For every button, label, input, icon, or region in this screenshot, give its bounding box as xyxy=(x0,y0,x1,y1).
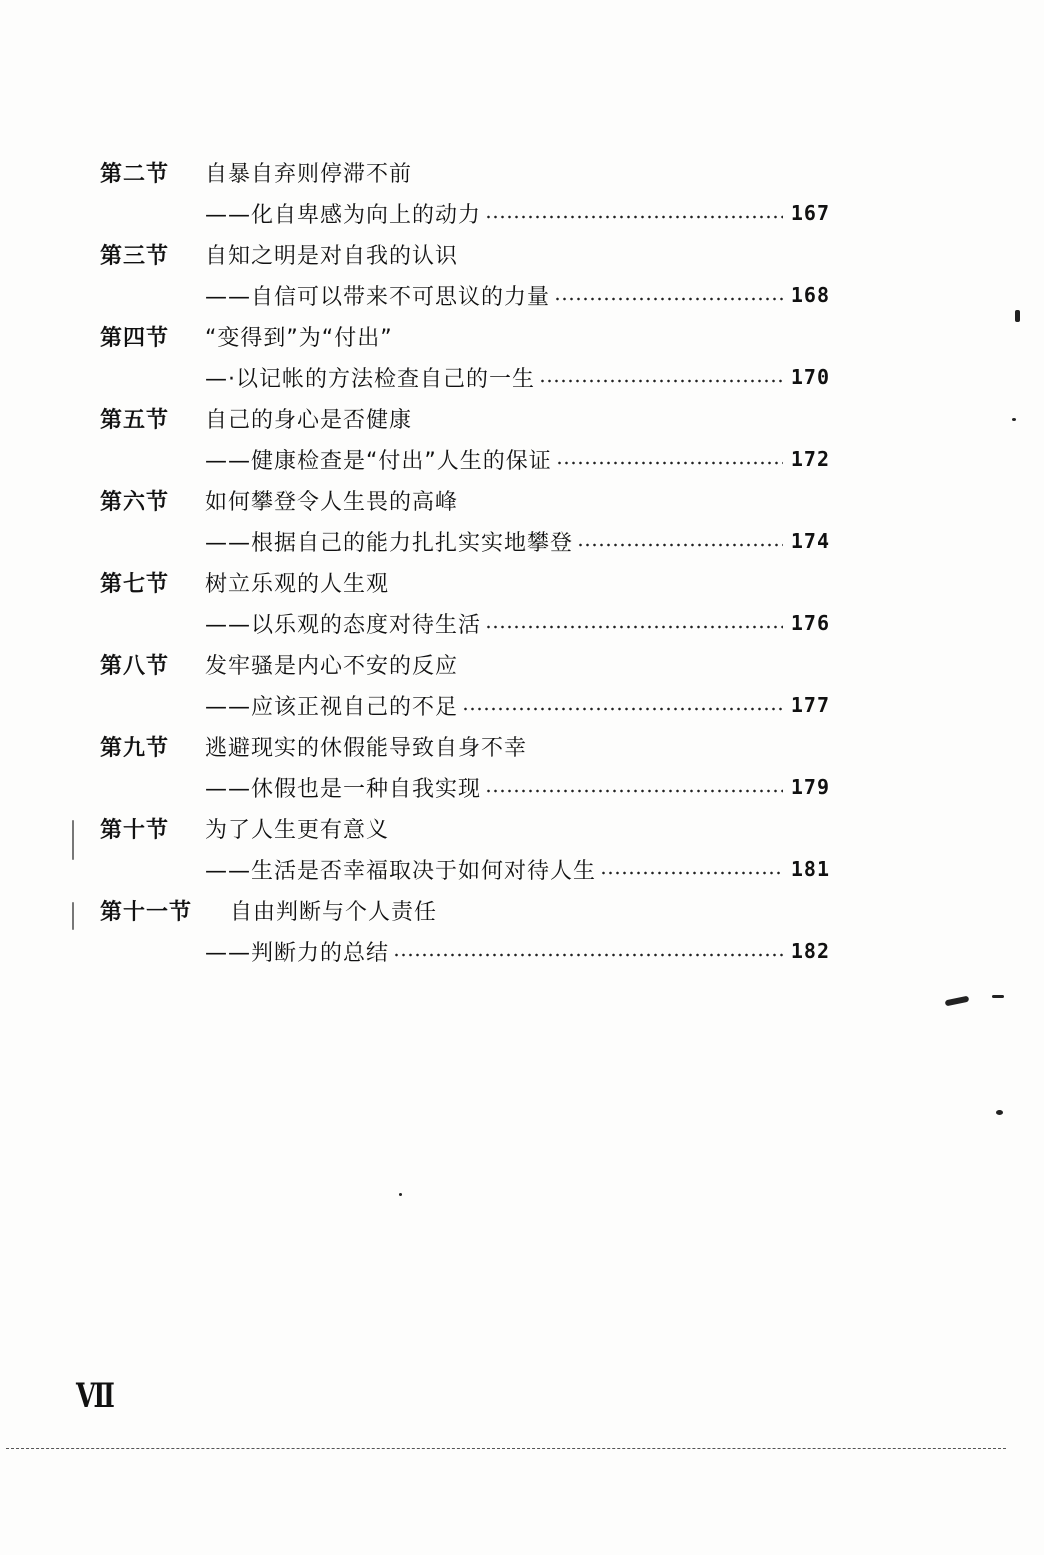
section-subtitle-row xyxy=(205,685,830,725)
section-number: 第十节 xyxy=(100,817,170,843)
section-number: 第三节 xyxy=(100,243,170,269)
toc-entry xyxy=(0,316,1044,398)
section-subtitle-row xyxy=(205,849,830,889)
section-number: 第四节 xyxy=(100,325,170,351)
scan-speck xyxy=(399,1193,402,1196)
section-title: 如何攀登令人生畏的高峰 xyxy=(205,489,459,515)
toc-entry xyxy=(0,726,1044,808)
section-subtitle: ——休假也是一种自我实现 xyxy=(205,776,482,802)
dot-leader xyxy=(393,953,783,957)
section-subtitle: ——化自卑感为向上的动力 xyxy=(205,202,482,228)
table-of-contents xyxy=(0,152,1044,972)
section-title: 逃避现实的休假能导致自身不幸 xyxy=(205,735,528,761)
page-number: 170 xyxy=(790,365,830,389)
scan-speck xyxy=(1012,418,1016,421)
section-title: 自知之明是对自我的认识 xyxy=(205,243,459,269)
section-title: 树立乐观的人生观 xyxy=(205,571,390,597)
section-number: 第六节 xyxy=(100,489,170,515)
section-subtitle: ——应该正视自己的不足 xyxy=(205,694,459,720)
page-number: 181 xyxy=(790,857,830,881)
page-number: 179 xyxy=(790,775,830,799)
section-subtitle: ——自信可以带来不可思议的力量 xyxy=(205,284,551,310)
section-subtitle-row xyxy=(205,193,830,233)
dot-leader xyxy=(462,707,783,711)
toc-entry xyxy=(0,398,1044,480)
dot-leader xyxy=(554,297,783,301)
dot-leader xyxy=(556,461,783,465)
section-title: 自己的身心是否健康 xyxy=(205,407,413,433)
section-title: 自暴自弃则停滞不前 xyxy=(205,161,413,187)
page-number: 182 xyxy=(790,939,830,963)
scan-speck xyxy=(72,902,74,930)
dot-leader xyxy=(485,625,783,629)
page-number: 176 xyxy=(790,611,830,635)
toc-entry xyxy=(0,808,1044,890)
scan-speck xyxy=(996,1110,1003,1115)
section-number: 第八节 xyxy=(100,653,170,679)
section-subtitle: ——生活是否幸福取决于如何对待人生 xyxy=(205,858,597,884)
section-number: 第七节 xyxy=(100,571,170,597)
section-title: 自由判断与个人责任 xyxy=(230,899,438,925)
toc-entry xyxy=(0,644,1044,726)
page-number: 174 xyxy=(790,529,830,553)
scan-speck xyxy=(992,995,1004,998)
section-subtitle: ——健康检查是“付出”人生的保证 xyxy=(205,448,552,474)
section-subtitle-row xyxy=(205,603,830,643)
toc-entry xyxy=(0,480,1044,562)
section-subtitle-row xyxy=(205,275,830,315)
section-subtitle: ——以乐观的态度对待生活 xyxy=(205,612,482,638)
page-number: 177 xyxy=(790,693,830,717)
section-subtitle-row xyxy=(205,931,830,971)
section-subtitle-row xyxy=(205,521,830,561)
section-subtitle-row xyxy=(205,439,830,479)
toc-entry xyxy=(0,890,1044,972)
toc-entry xyxy=(0,152,1044,234)
section-number: 第二节 xyxy=(100,161,170,187)
section-number: 第五节 xyxy=(100,407,170,433)
page-number: 168 xyxy=(790,283,830,307)
page-number: 167 xyxy=(790,201,830,225)
dot-leader xyxy=(485,789,783,793)
section-number: 第十一节 xyxy=(100,899,193,925)
dot-leader xyxy=(485,215,783,219)
section-subtitle: —·以记帐的方法检查自己的一生 xyxy=(205,366,535,392)
dot-leader xyxy=(577,543,783,547)
section-subtitle: ——判断力的总结 xyxy=(205,940,390,966)
section-number: 第九节 xyxy=(100,735,170,761)
scan-speck xyxy=(72,820,74,860)
scan-speck xyxy=(945,996,970,1007)
dot-leader xyxy=(539,379,783,383)
toc-entry xyxy=(0,562,1044,644)
section-title: 为了人生更有意义 xyxy=(205,817,390,843)
toc-entry xyxy=(0,234,1044,316)
dot-leader xyxy=(600,871,783,875)
section-subtitle-row xyxy=(205,767,830,807)
section-title: “变得到”为“付出” xyxy=(205,325,393,351)
page-folio: Ⅶ xyxy=(76,1376,115,1416)
section-subtitle: ——根据自己的能力扎扎实实地攀登 xyxy=(205,530,574,556)
page-edge-line xyxy=(6,1448,1006,1449)
section-title: 发牢骚是内心不安的反应 xyxy=(205,653,459,679)
section-subtitle-row xyxy=(205,357,830,397)
scan-speck xyxy=(1015,310,1020,322)
page-number: 172 xyxy=(790,447,830,471)
